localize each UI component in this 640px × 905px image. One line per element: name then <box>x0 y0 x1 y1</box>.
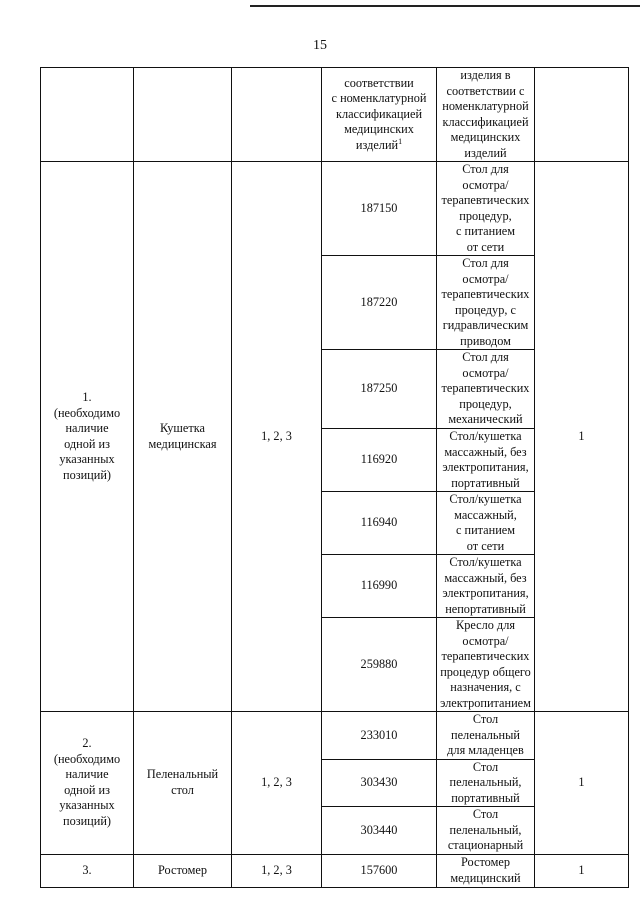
item-description-cell-text: Стол пеленальный, портативный <box>449 759 522 805</box>
quantity-cell <box>535 712 629 855</box>
header-cell-number <box>41 68 134 162</box>
position-number-cell-text: 2. (необходимо наличие одной из указанных позиций) <box>53 736 121 828</box>
quantity-cell-text: 1 <box>578 428 585 443</box>
item-description-cell <box>437 712 535 760</box>
item-description-cell-text: Стол для осмотра/ терапевтических процедур, с питанием от сети <box>441 162 530 254</box>
position-number-cell-text: 1. (необходимо наличие одной из указанных позиций) <box>53 390 121 482</box>
item-description-cell <box>437 492 535 555</box>
nomenclature-code-cell <box>322 256 437 350</box>
position-number-cell <box>41 712 134 855</box>
header-cell-name <box>134 68 232 162</box>
nomenclature-code-cell-text: 187220 <box>360 294 398 309</box>
nomenclature-code-cell <box>322 759 437 807</box>
nomenclature-code-cell-text: 116990 <box>360 578 398 593</box>
header-code-text: соответствии с номенклатурной классификацией медицинских изделий$^1$ <box>331 75 427 152</box>
position-number-cell <box>41 162 134 712</box>
quantity-cell-text: 1 <box>578 862 585 877</box>
header-description-text: изделия в соответствии с номенклатурной классификацией медицинских изделий <box>442 68 529 160</box>
applicability-cell-text: 1, 2, 3 <box>261 775 292 789</box>
applicability-cell <box>232 712 322 855</box>
item-description-cell <box>437 618 535 712</box>
nomenclature-code-cell-text: 303430 <box>360 775 398 789</box>
item-description-cell <box>437 854 535 887</box>
nomenclature-code-cell <box>322 807 437 855</box>
nomenclature-code-cell-text: 187250 <box>360 381 398 396</box>
item-description-cell-text: Стол/кушетка массажный, без электропитания, портативный <box>442 429 529 490</box>
table-row <box>41 162 629 256</box>
applicability-cell <box>232 162 322 712</box>
quantity-cell <box>535 854 629 887</box>
equipment-name-cell <box>134 162 232 712</box>
applicability-cell <box>232 854 322 887</box>
table-row <box>41 854 629 887</box>
equipment-name-cell-text: Ростомер <box>158 862 207 877</box>
nomenclature-code-cell <box>322 162 437 256</box>
nomenclature-code-cell <box>322 429 437 492</box>
page-number: 15 <box>313 38 327 53</box>
nomenclature-code-cell <box>322 492 437 555</box>
item-description-cell <box>437 256 535 350</box>
nomenclature-code-cell-text: 259880 <box>360 656 398 671</box>
quantity-cell-text: 1 <box>578 775 585 789</box>
item-description-cell-text: Стол для осмотра/ терапевтических процедур, механический <box>441 350 530 427</box>
nomenclature-code-cell-text: 116920 <box>360 452 398 467</box>
nomenclature-code-cell <box>322 712 437 760</box>
nomenclature-code-cell-text: 157600 <box>360 862 398 877</box>
position-number-cell <box>41 854 134 887</box>
equipment-name-cell <box>134 854 232 887</box>
table-row <box>41 712 629 760</box>
nomenclature-code-cell <box>322 350 437 429</box>
item-description-cell <box>437 759 535 807</box>
position-number-cell-text: 3. <box>82 862 92 877</box>
header-cell-quantity <box>535 68 629 162</box>
item-description-cell <box>437 555 535 618</box>
header-cell-applicability <box>232 68 322 162</box>
item-description-cell <box>437 807 535 855</box>
item-description-cell <box>437 350 535 429</box>
nomenclature-code-cell-text: 116940 <box>360 515 398 530</box>
equipment-name-cell <box>134 712 232 855</box>
equipment-name-cell-text: Кушетка медицинская <box>148 421 217 451</box>
item-description-cell <box>437 429 535 492</box>
item-description-cell-text: Стол пеленальный для младенцев <box>447 712 524 757</box>
nomenclature-code-cell-text: 187150 <box>360 200 398 215</box>
item-description-cell-text: Стол/кушетка массажный, без электропитания, непортативный <box>442 555 529 616</box>
equipment-name-cell-text: Пеленальный стол <box>146 767 219 797</box>
nomenclature-code-cell <box>322 618 437 712</box>
quantity-cell <box>535 162 629 712</box>
nomenclature-code-cell <box>322 854 437 887</box>
nomenclature-code-cell <box>322 555 437 618</box>
item-description-cell-text: Ростомер медицинский <box>450 855 521 885</box>
nomenclature-code-cell-text: 233010 <box>360 727 398 742</box>
item-description-cell-text: Стол/кушетка массажный, с питанием от сети <box>449 492 522 553</box>
item-description-cell-text: Стол пеленальный, стационарный <box>447 807 524 852</box>
header-row <box>41 68 629 162</box>
equipment-table <box>40 67 629 888</box>
applicability-cell-text: 1, 2, 3 <box>261 862 292 877</box>
item-description-cell <box>437 162 535 256</box>
top-rule <box>250 5 640 7</box>
header-cell-description <box>437 68 535 162</box>
item-description-cell-text: Стол для осмотра/ терапевтических процедур, с гидравлическим приводом <box>441 256 530 348</box>
item-description-cell-text: Кресло для осмотра/ терапевтических процедур общего назначения, с электропитанием <box>440 618 531 710</box>
applicability-cell-text: 1, 2, 3 <box>261 428 292 443</box>
header-cell-code <box>322 68 437 162</box>
nomenclature-code-cell-text: 303440 <box>360 822 398 837</box>
